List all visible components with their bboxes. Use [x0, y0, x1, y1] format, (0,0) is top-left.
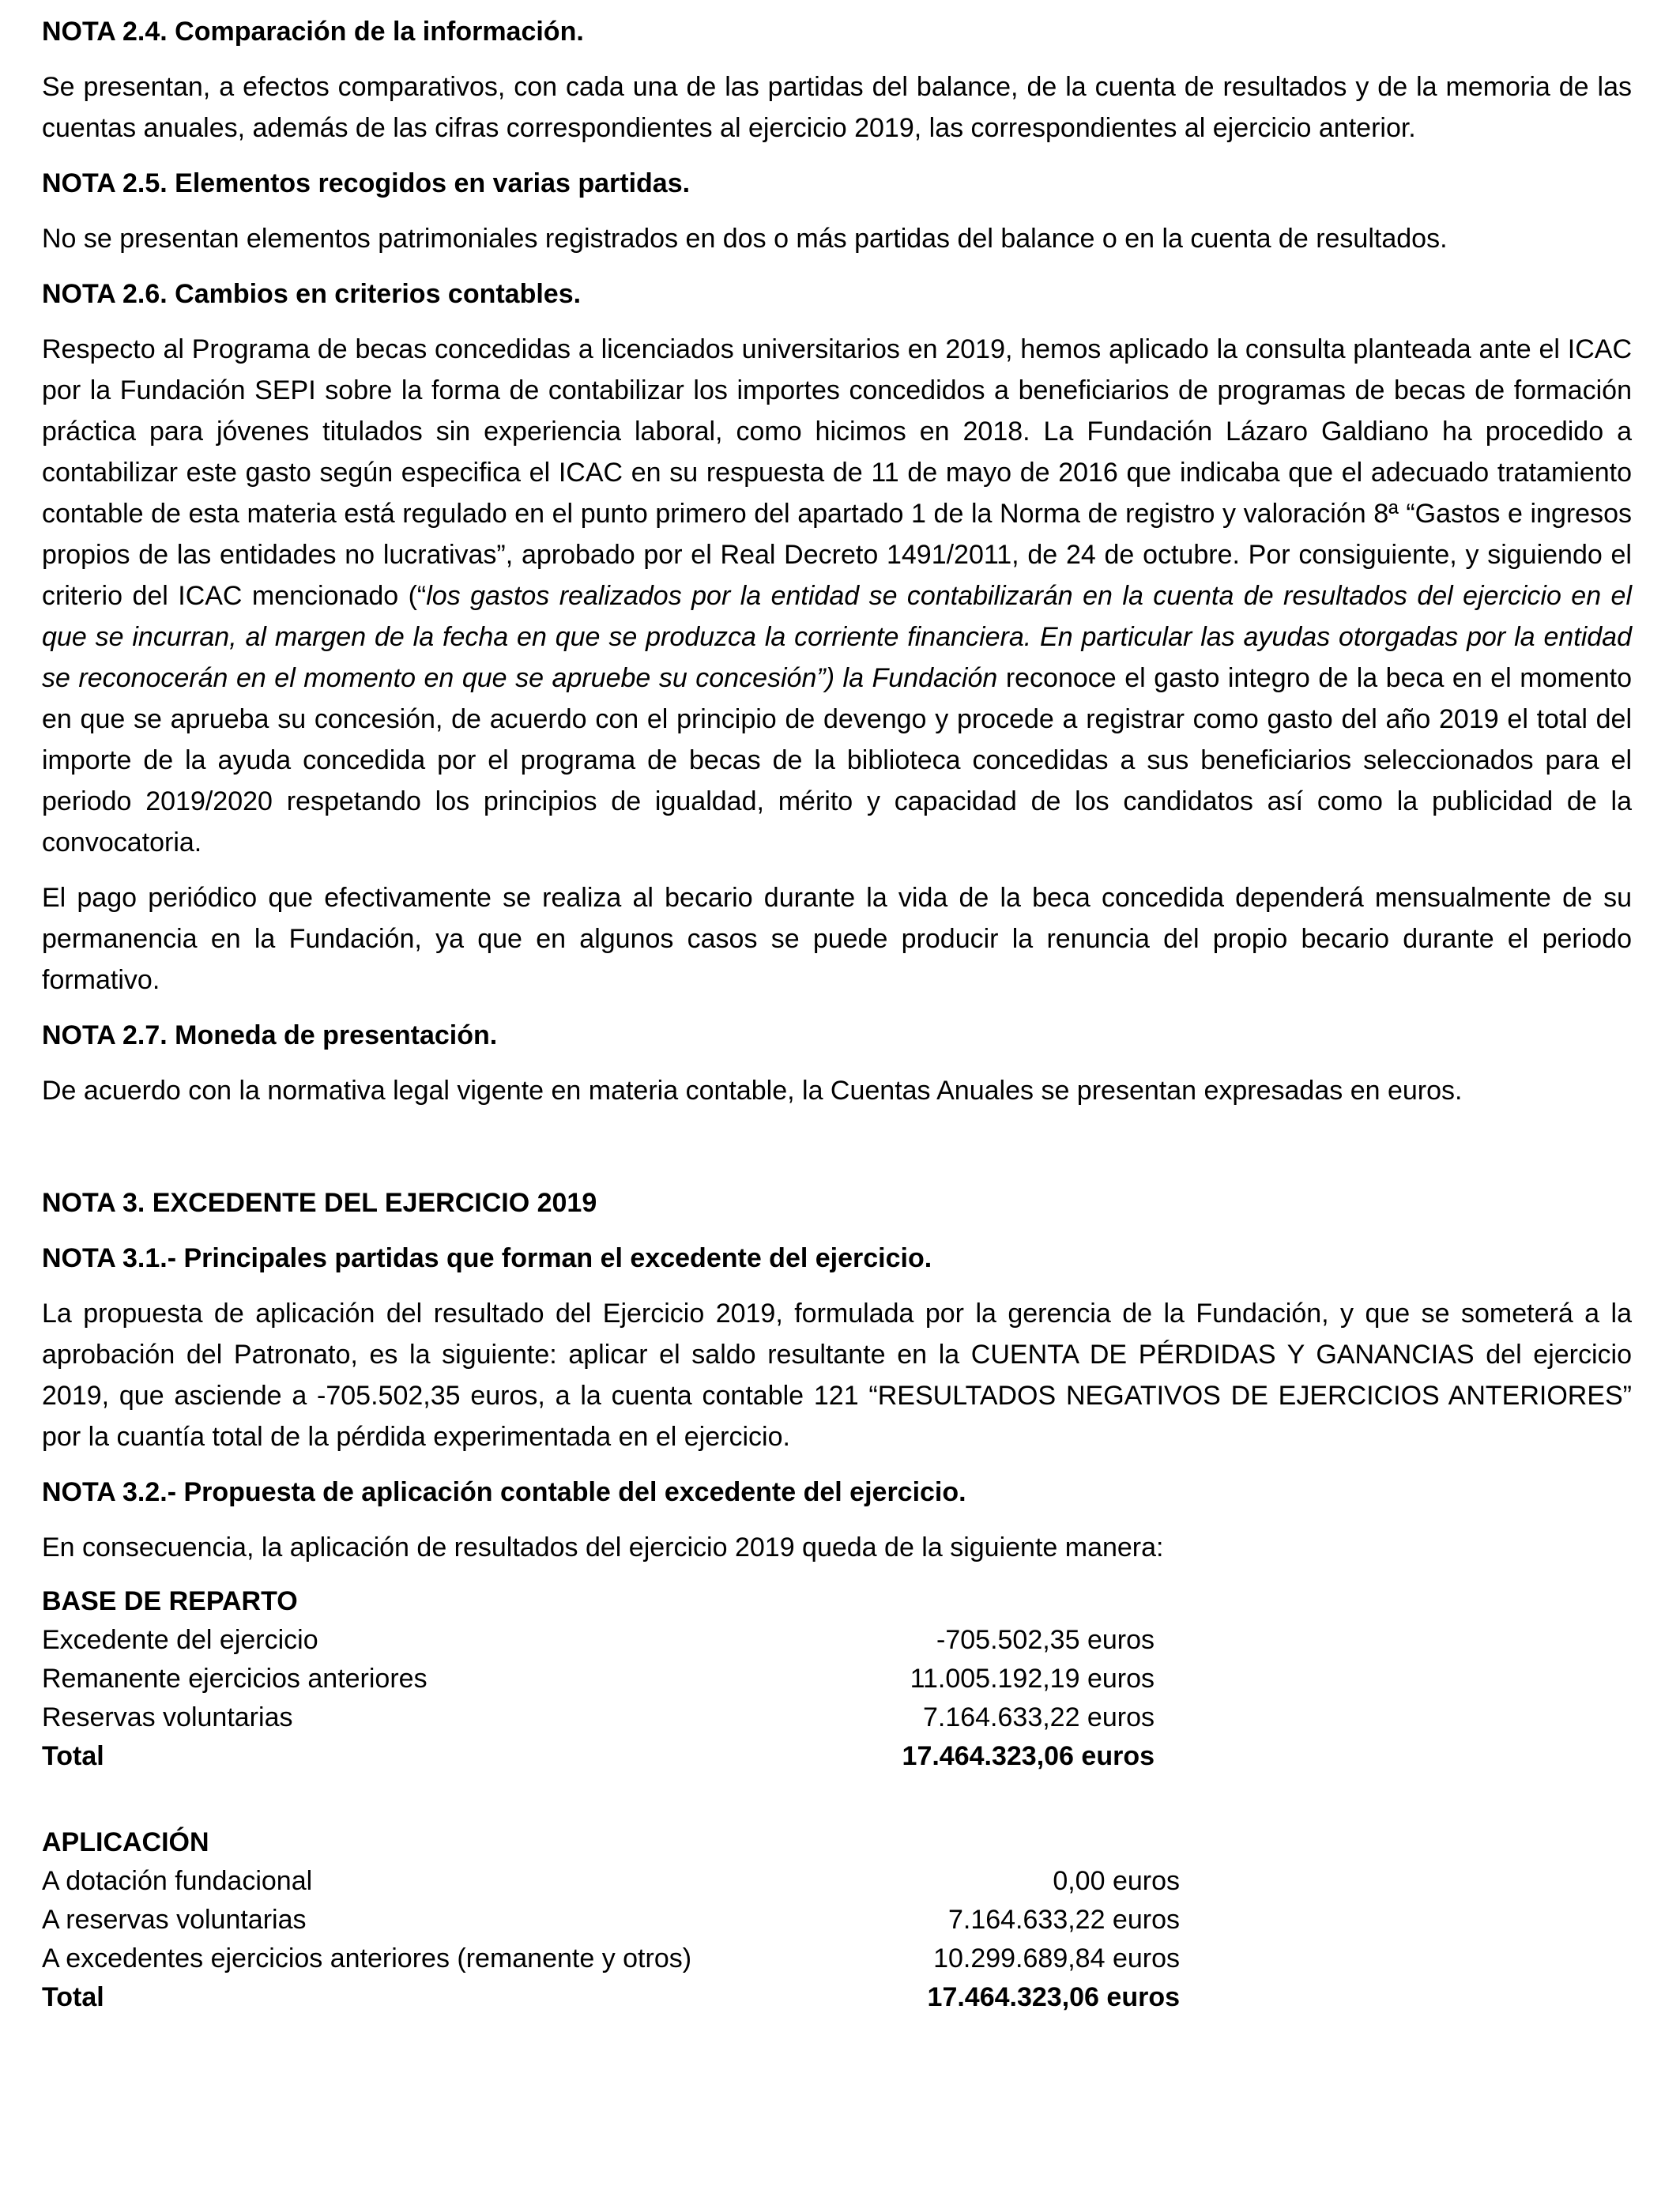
paragraph-2-7: De acuerdo con la normativa legal vigente en materia contable, la Cuentas Anuales se presentan expresadas en euros.	[42, 1076, 1463, 1106]
table-row	[42, 1621, 1180, 1660]
section-heading-3-1: NOTA 3.1.- Principales partidas que forman el excedente del ejercicio.	[42, 1243, 932, 1273]
section-heading-2-7: NOTA 2.7. Moneda de presentación.	[42, 1020, 498, 1050]
row-label: A excedentes ejercicios anteriores (remanente y otros)	[42, 1943, 692, 1973]
section-heading-2-5: NOTA 2.5. Elementos recogidos en varias partidas.	[42, 168, 691, 198]
row-label: Excedente del ejercicio	[42, 1625, 318, 1655]
paragraph-2-6-second: El pago periódico que efectivamente se realiza al becario durante la vida de la beca concedida dependerá mensualmente de su permanencia en la Fundación, ya que en algunos casos se puede producir la renuncia del propio becario durante el periodo formativo.	[42, 883, 1632, 995]
paragraph-2-6-text-b: reconoce el gasto integro de la beca en el momento en que se aprueba su concesión, de acuerdo con el principio de devengo y procede a registrar como gasto del año 2019 el total del importe de la ayuda concedida por el programa de becas de la biblioteca concedidas a sus beneficiarios seleccionados para el periodo 2019/2020 respetando los principios de igualdad, mérito y capacidad de los candidatos así como la publicidad de la convocatoria.	[42, 663, 1632, 858]
section-heading-3: NOTA 3. EXCEDENTE DEL EJERCICIO 2019	[42, 1188, 597, 1218]
row-value: -705.502,35 euros	[936, 1625, 1155, 1655]
total-label: Total	[42, 1741, 104, 1771]
table-row	[42, 1862, 1180, 1901]
section-heading-2-4: NOTA 2.4. Comparación de la información.	[42, 17, 584, 47]
total-label: Total	[42, 1982, 104, 2012]
document-page	[42, 11, 1632, 2017]
row-value: 11.005.192,19 euros	[910, 1664, 1155, 1694]
spacer	[42, 1111, 1632, 1182]
section-heading-2-6: NOTA 2.6. Cambios en criterios contables.	[42, 279, 582, 309]
row-value: 7.164.633,22 euros	[922, 1702, 1155, 1732]
aplicacion-table	[42, 1862, 1180, 2017]
table-row	[42, 1698, 1180, 1737]
total-value: 17.464.323,06 euros	[927, 1982, 1180, 2012]
paragraph-2-6-quote: los gastos realizados por la entidad se contabilizarán en la cuenta de resultados del ejercicio en el que se incurran, al margen de la fecha en que se produzca la corriente financiera. En particular las ayudas otorgadas por la entidad se reconocerán en el momento en que se apruebe su concesión”) la Fundación	[42, 581, 1632, 693]
paragraph-2-5: No se presentan elementos patrimoniales registrados en dos o más partidas del balance o en la cuenta de resultados.	[42, 224, 1448, 254]
table-row	[42, 1901, 1180, 1940]
row-label: Reservas voluntarias	[42, 1702, 293, 1732]
paragraph-2-6-main	[42, 329, 1632, 863]
row-label: Remanente ejercicios anteriores	[42, 1664, 428, 1694]
row-value: 10.299.689,84 euros	[933, 1943, 1180, 1973]
paragraph-3-1: La propuesta de aplicación del resultado del Ejercicio 2019, formulada por la gerencia de la Fundación, y que se someterá a la aprobación del Patronato, es la siguiente: aplicar el saldo resultante en la CUENTA DE PÉRDIDAS Y GANANCIAS del ejercicio 2019, que asciende a -705.502,35 euros, a la cuenta contable 121 “RESULTADOS NEGATIVOS DE EJERCICIOS ANTERIORES” por la cuantía total de la pérdida experimentada en el ejercicio.	[42, 1299, 1632, 1452]
paragraph-2-4: Se presentan, a efectos comparativos, con cada una de las partidas del balance, de la cuenta de resultados y de la memoria de las cuentas anuales, además de las cifras correspondientes al ejercicio 2019, las correspondientes al ejercicio anterior.	[42, 72, 1632, 143]
aplicacion-title: APLICACIÓN	[42, 1827, 209, 1857]
row-label: A dotación fundacional	[42, 1866, 313, 1896]
total-row	[42, 1737, 1180, 1776]
row-value: 0,00 euros	[1053, 1866, 1180, 1896]
base-reparto-table	[42, 1621, 1180, 1776]
spacer	[42, 1776, 1632, 1823]
total-value: 17.464.323,06 euros	[902, 1741, 1155, 1771]
row-label: A reservas voluntarias	[42, 1905, 307, 1935]
section-heading-3-2: NOTA 3.2.- Propuesta de aplicación contable del excedente del ejercicio.	[42, 1477, 966, 1507]
row-value: 7.164.633,22 euros	[947, 1905, 1180, 1935]
paragraph-2-6-text-a: Respecto al Programa de becas concedidas a licenciados universitarios en 2019, hemos aplicado la consulta planteada ante el ICAC por la Fundación SEPI sobre la forma de contabilizar los importes concedidos a beneficiarios de programas de becas de formación práctica para jóvenes titulados sin experiencia laboral, como hicimos en 2018. La Fundación Lázaro Galdiano ha procedido a contabilizar este gasto según especifica el ICAC en su respuesta de 11 de mayo de 2016 que indicaba que el adecuado tratamiento contable de esta materia está regulado en el punto primero del apartado 1 de la Norma de registro y valoración 8ª “Gastos e ingresos propios de las entidades no lucrativas”, aprobado por el Real Decreto 1491/2011, de 24 de octubre. Por consiguiente, y siguiendo el criterio del ICAC mencionado (“	[42, 334, 1632, 611]
base-reparto-title: BASE DE REPARTO	[42, 1586, 298, 1616]
paragraph-3-2: En consecuencia, la aplicación de resultados del ejercicio 2019 queda de la siguiente manera:	[42, 1532, 1164, 1563]
total-row	[42, 1978, 1180, 2017]
table-row	[42, 1660, 1180, 1698]
table-row	[42, 1940, 1180, 1978]
